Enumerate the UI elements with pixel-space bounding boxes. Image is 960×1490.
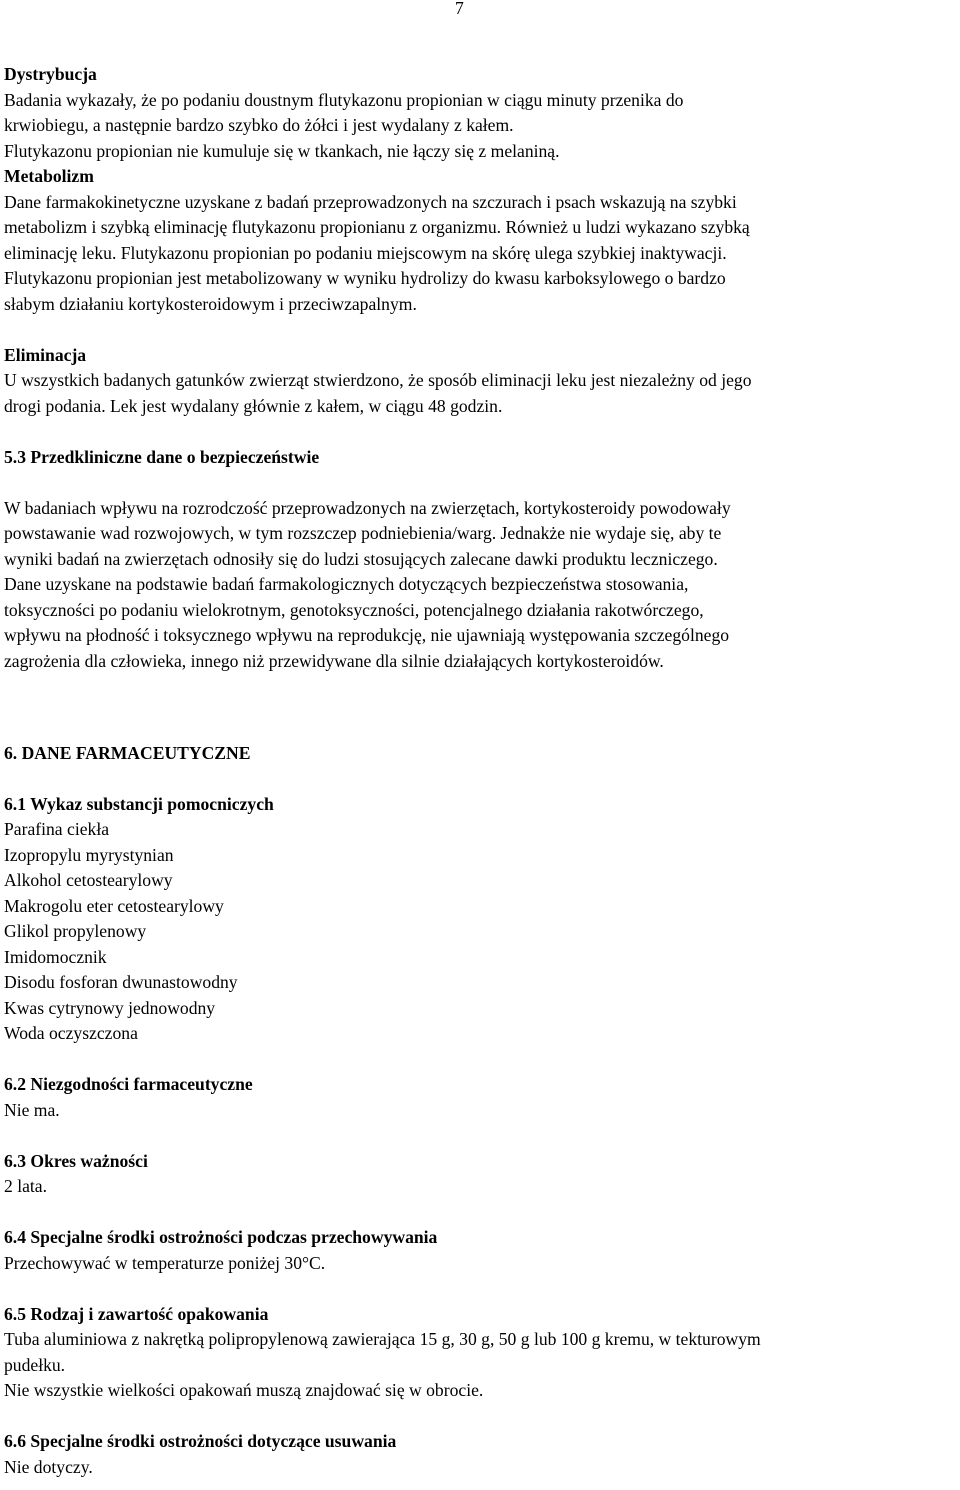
paragraph-line: metabolizm i szybką eliminację flutykazonu propionianu z organizmu. Również u ludzi wykazano szybką	[4, 217, 750, 237]
list-item: Alkohol cetostearylowy	[4, 870, 173, 890]
list-item: Glikol propylenowy	[4, 921, 147, 941]
list-item: Kwas cytrynowy jednowodny	[4, 997, 216, 1018]
paragraph-line: Flutykazonu propionian nie kumuluje się w tkankach, nie łączy się z melaniną.	[4, 140, 560, 161]
section-heading-6-3: 6.3 Okres ważności	[4, 1150, 148, 1171]
list-item: Imidomocznik	[4, 946, 107, 967]
paragraph-line: Dane uzyskane na podstawie badań farmakologicznych dotyczących bezpieczeństwa stosowania,	[4, 574, 689, 594]
section-heading-6-6: 6.6 Specjalne środki ostrożności dotyczące usuwania	[4, 1431, 397, 1451]
paragraph-line: Badania wykazały, że po podaniu doustnym flutykazonu propionian w ciągu minuty przenika do	[4, 89, 684, 110]
section-heading-6-5: 6.5 Rodzaj i zawartość opakowania	[4, 1303, 269, 1324]
paragraph-line: Przechowywać w temperaturze poniżej 30°C.	[4, 1252, 326, 1273]
paragraph-line: Nie dotyczy.	[4, 1456, 93, 1477]
spacer	[4, 1404, 956, 1430]
page-number: 7	[455, 0, 464, 18]
paragraph-line: Dane farmakokinetyczne uzyskane z badań przeprowadzonych na szczurach i psach wskazują na szybki	[4, 191, 737, 212]
paragraph-line: powstawanie wad rozwojowych, w tym rozszczep podniebienia/warg. Jednakże nie wydaje się, aby te	[4, 523, 722, 543]
section-heading-5-3: 5.3 Przedkliniczne dane o bezpieczeństwie	[4, 446, 320, 467]
section-heading-6: 6. DANE FARMACEUTYCZNE	[4, 742, 251, 763]
list-item: Izopropylu myrystynian	[4, 844, 174, 865]
spacer	[4, 1123, 956, 1149]
paragraph-line: U wszystkich badanych gatunków zwierząt stwierdzono, że sposób eliminacji leku jest niezależny od jego	[4, 370, 752, 390]
paragraph-line: Flutykazonu propionian jest metabolizowany w wyniku hydrolizy do kwasu karboksylowego o bardzo	[4, 268, 726, 288]
section-heading-dystrybucja: Dystrybucja	[4, 64, 97, 84]
section-heading-metabolizm: Metabolizm	[4, 166, 94, 186]
spacer	[4, 766, 956, 792]
paragraph-line: wyniki badań na zwierzętach odnosiły się do ludzi stosujących zalecane dawki produktu leczniczego.	[4, 548, 718, 569]
paragraph-line: słabym działaniu kortykosteroidowym i przeciwzapalnym.	[4, 293, 417, 314]
paragraph-line: Tuba aluminiowa z nakrętką polipropylenową zawierająca 15 g, 30 g, 50 g lub 100 g kremu, w tekturowym	[4, 1329, 761, 1349]
list-item: Makrogolu eter cetostearylowy	[4, 895, 224, 916]
spacer	[4, 1276, 956, 1302]
paragraph-line: pudełku.	[4, 1354, 66, 1375]
spacer	[4, 715, 956, 741]
spacer	[4, 1047, 956, 1073]
paragraph-line: W badaniach wpływu na rozrodczość przeprowadzonych na zwierzętach, kortykosteroidy powodowały	[4, 497, 731, 518]
spacer	[4, 470, 956, 496]
paragraph-line: Nie ma.	[4, 1099, 60, 1120]
section-heading-eliminacja: Eliminacja	[4, 344, 87, 365]
spacer	[4, 674, 956, 715]
section-heading-6-4: 6.4 Specjalne środki ostrożności podczas przechowywania	[4, 1227, 438, 1247]
section-heading-6-2: 6.2 Niezgodności farmaceutyczne	[4, 1074, 253, 1094]
list-item: Disodu fosforan dwunastowodny	[4, 972, 238, 992]
paragraph-line: wpływu na płodność i toksycznego wpływu na reprodukcję, nie ujawniają występowania szczególnego	[4, 625, 730, 645]
list-item: Woda oczyszczona	[4, 1023, 138, 1043]
paragraph-line: krwiobiegu, a następnie bardzo szybko do żółci i jest wydalany z kałem.	[4, 115, 514, 135]
paragraph-line: Nie wszystkie wielkości opakowań muszą znajdować się w obrocie.	[4, 1380, 484, 1400]
list-item: Parafina ciekła	[4, 819, 110, 839]
document-page	[4, 62, 956, 1480]
paragraph-line: toksyczności po podaniu wielokrotnym, genotoksyczności, potencjalnego działania rakotwórczego,	[4, 599, 704, 620]
paragraph-line: eliminację leku. Flutykazonu propionian po podaniu miejscowym na skórę ulega szybkiej inaktywacji.	[4, 242, 727, 263]
section-heading-6-1: 6.1 Wykaz substancji pomocniczych	[4, 793, 274, 814]
paragraph-line: drogi podania. Lek jest wydalany głównie z kałem, w ciągu 48 godzin.	[4, 395, 503, 416]
spacer	[4, 419, 956, 445]
paragraph-line: zagrożenia dla człowieka, innego niż przewidywane dla silnie działających kortykosteroidów.	[4, 650, 664, 671]
spacer	[4, 317, 956, 343]
spacer	[4, 1200, 956, 1226]
paragraph-line: 2 lata.	[4, 1176, 47, 1196]
